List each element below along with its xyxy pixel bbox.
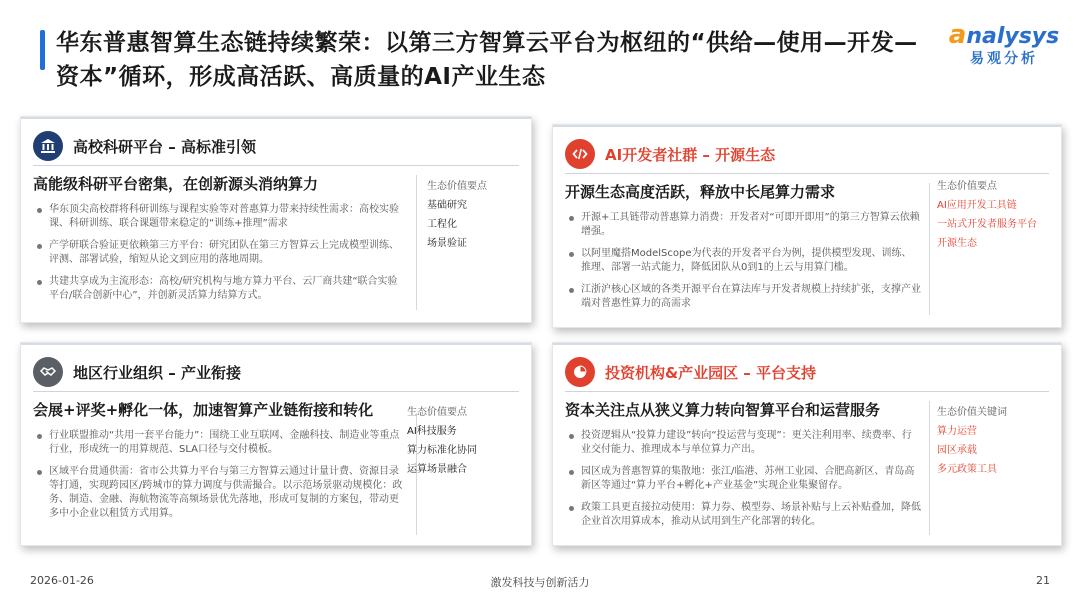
list-item: 共建共享成为主流形态：高校/研究机构与地方算力平台、云厂商共建“联合实验平台/联合创新中心”，并创新灵活算力结算方式。 [37,275,407,303]
code-icon [565,139,595,169]
title-accent-bar [40,30,45,70]
list-item: 以阿里魔搭ModelScope为代表的开发者平台为例，提供模型发现、训练、推理、部署一站式能力，降低团队从0到1的上云与用算门槛。 [569,247,921,275]
value-points-header: 生态价值要点 [937,181,997,192]
card-heading: 地区行业组织 – 产业衔接 [73,363,241,382]
list-item: 投资逻辑从“投算力建设”转向“投运营与变现”：更关注利用率、续费率、行业交付能力、推理成本与单位算力产出。 [569,429,921,457]
footer-date: 2026-01-26 [30,574,94,587]
value-point: AI应用开发工具链 [937,200,1017,211]
university-icon [33,131,63,161]
card-developer-community [552,124,1062,328]
card-subtitle: 资本关注点从狭义算力转向智算平台和运营服务 [565,401,881,419]
list-item: 华东顶尖高校群将科研训练与课程实验等对普惠算力带来持续性需求：高校实验课、科研训练、联合课题带来稳定的“训练+推理”需求 [37,203,407,231]
value-point: 算力运营 [937,426,977,437]
value-point: 园区承载 [937,445,977,456]
card-investment-parks [552,342,1062,546]
logo-subtitle: 易观分析 [970,51,1038,67]
value-points-header: 生态价值要点 [427,181,487,192]
value-point: 场景验证 [427,238,467,249]
analysys-logo [948,22,1060,68]
list-item: 园区成为普惠智算的集散地：张江/临港、苏州工业园、合肥高新区、青岛高新区等通过“算力平台+孵化+产业基金”实现企业集聚留存。 [569,465,921,493]
value-point: 基础研究 [427,200,467,211]
list-item: 区域平台贯通供需：省市公共算力平台与第三方智算云通过计量计费、资源目录等打通，实现跨园区/跨城市的算力调度与供需撮合。以示范场景驱动规模化：政务、制造、金融、海航物流等高频场景优先落地，形成可复制的方案包，带动更多中小企业以租赁方式用算。 [37,465,407,521]
value-point: 多元政策工具 [937,464,997,475]
value-point: 运算场景融合 [407,464,467,475]
page-number: 21 [1036,574,1050,587]
value-point: 算力标准化协同 [407,445,477,456]
value-point: 一站式开发者服务平台 [937,219,1037,230]
pie-chart-icon [565,357,595,387]
card-heading: 投资机构&产业园区 – 平台支持 [605,363,817,382]
logo-text: nalysys [966,24,1060,49]
card-subtitle: 开源生态高度活跃，释放中长尾算力需求 [565,183,836,201]
card-subtitle: 会展+评奖+孵化一体，加速智算产业链衔接和转化 [33,401,374,419]
card-industry-organization [20,342,532,546]
value-point: 开源生态 [937,238,977,249]
card-university-platform [20,116,532,323]
footer-caption: 激发科技与创新活力 [490,576,590,589]
value-point: AI科技服务 [407,426,457,437]
list-item: 政策工具更直接拉动使用：算力券、模型券、场景补贴与上云补贴叠加，降低企业首次用算成本，推动从试用到生产化部署的转化。 [569,501,921,529]
value-points-header: 生态价值要点 [407,407,467,418]
list-item: 开源+工具链带动普惠算力消费：开发者对“可即开即用”的第三方智算云依赖增强。 [569,211,921,239]
card-heading: AI开发者社群 – 开源生态 [605,145,776,164]
page-title: 华东普惠智算生态链持续繁荣：以第三方智算云平台为枢纽的“供给—使用—开发—资本”循环，形成高活跃、高质量的AI产业生态 [56,30,918,90]
card-heading: 高校科研平台 – 高标准引领 [73,137,256,156]
value-points-header: 生态价值关键词 [937,407,1007,418]
list-item: 产学研联合验证更依赖第三方平台：研究团队在第三方智算云上完成模型训练、评测、部署试验，缩短从论文到应用的落地周期。 [37,239,407,267]
handshake-icon [33,357,63,387]
value-point: 工程化 [427,219,457,230]
list-item: 江浙沪核心区域的各类开源平台在算法库与开发者规模上持续扩张，支撑产业端对普惠性算力的高需求 [569,283,921,311]
list-item: 行业联盟推动“共用一套平台能力”：围绕工业互联网、金融科技、制造业等重点行业，形成统一的用算规范、SLA口径与交付模板。 [37,429,407,457]
card-subtitle: 高能级科研平台密集，在创新源头消纳算力 [33,175,319,193]
logo-letter: a [948,20,967,50]
